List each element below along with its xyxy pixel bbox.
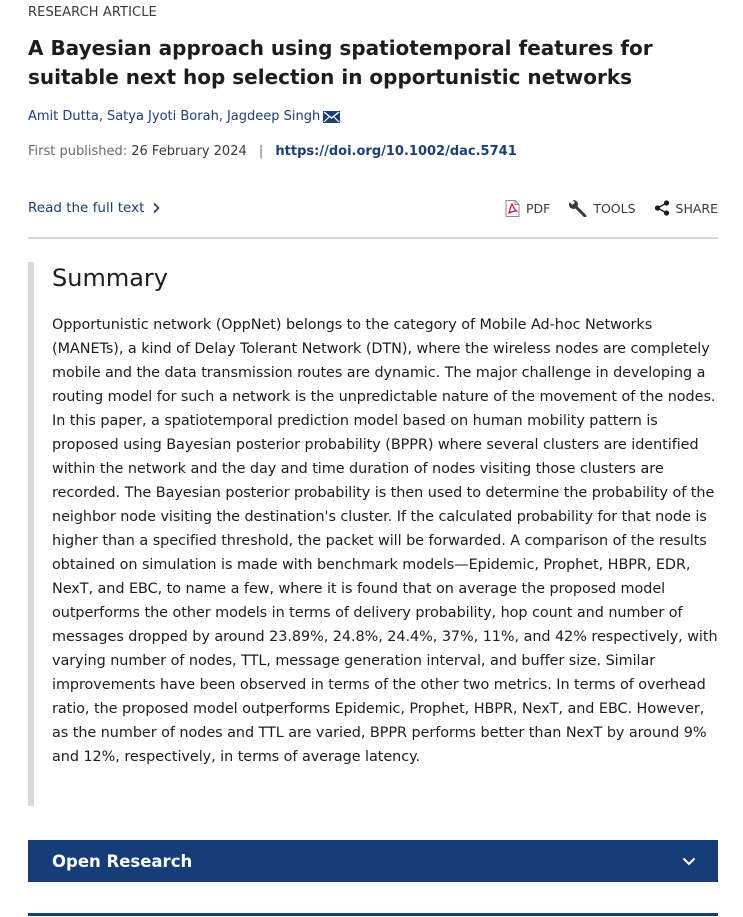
pdf-icon (505, 200, 520, 217)
wrench-icon (568, 199, 587, 217)
open-research-accordion[interactable] (28, 840, 718, 882)
article-title: A Bayesian approach using spatiotemporal features for suitable next hop selection in opportunistic networks (28, 36, 653, 89)
read-full-text-link[interactable] (28, 200, 161, 216)
publication-info (28, 144, 517, 159)
summary-heading: Summary (52, 264, 168, 292)
read-full-text-label: Read the full text (28, 200, 145, 216)
tools-label: TOOLS (593, 200, 636, 216)
publication-date: 26 February 2024 (131, 144, 247, 159)
chevron-right-icon (152, 202, 161, 214)
chevron-down-icon (682, 857, 696, 866)
author-link[interactable]: Satya Jyoti Borah (106, 109, 219, 124)
doi-link[interactable]: https://doi.org/10.1002/dac.5741 (275, 144, 517, 159)
open-research-label: Open Research (52, 851, 193, 871)
author-separator: , (98, 109, 103, 124)
author-list (28, 109, 340, 124)
divider: | (258, 144, 264, 159)
first-published-label: First published: (28, 144, 128, 159)
author-link[interactable]: Amit Dutta (28, 109, 99, 124)
article-type-label: RESEARCH ARTICLE (28, 5, 157, 20)
summary-text: Opportunistic network (OppNet) belongs to the category of Mobile Ad-hoc Networks (MANETs), a kind of Delay Tolerant Network (DTN), where the wireless nodes are completely mobile and the data transmission routes are dynamic. The major challenge in developing a routing model for such a network is the unpredictable nature of the movement of the nodes. In this paper, a spatiotemporal prediction model based on human mobility pattern is proposed using Bayesian posterior probability (BPPR) where several clusters are identified within the network and the day and time duration of nodes visiting those clusters are recorded. The Bayesian posterior probability is then used to determine the probability of the neighbor node visiting the destination's cluster. If the calculated probability for that node is higher than a specified threshold, the packet will be forwarded. A comparison of the results obtained on simulation is made with benchmark models—Epidemic, Prophet, HBPR, EDR, NexT, and EBC, to name a few, where it is found that on average the proposed model outperforms the other models in terms of delivery probability, hop count and number of messages dropped by around 23.89%, 24.8%, 24.4%, 37%, 11%, and 42% respectively, with varying number of nodes, TTL, message generation interval, and buffer size. Similar improvements have been observed in terms of the other two metrics. In terms of overhead ratio, the proposed model outperforms Epidemic, Prophet, HBPR, NexT, and EBC. However, as the number of nodes and TTL are varied, BPPR performs better than NexT by around 9% and 12%, respectively, in terms of average latency. (52, 317, 718, 765)
pdf-button[interactable] (505, 200, 550, 217)
article-actions (505, 199, 718, 217)
summary-accent-bar (28, 262, 34, 806)
mail-icon[interactable] (323, 111, 340, 123)
author-separator: , (218, 109, 223, 124)
header-divider (28, 237, 718, 239)
pdf-label: PDF (525, 200, 551, 216)
author-link[interactable]: Jagdeep Singh (226, 109, 321, 124)
share-button[interactable] (654, 200, 718, 216)
share-label: SHARE (675, 200, 718, 216)
summary-section (28, 262, 718, 806)
tools-button[interactable] (568, 199, 635, 217)
section-divider (28, 913, 718, 916)
share-icon (654, 200, 670, 216)
